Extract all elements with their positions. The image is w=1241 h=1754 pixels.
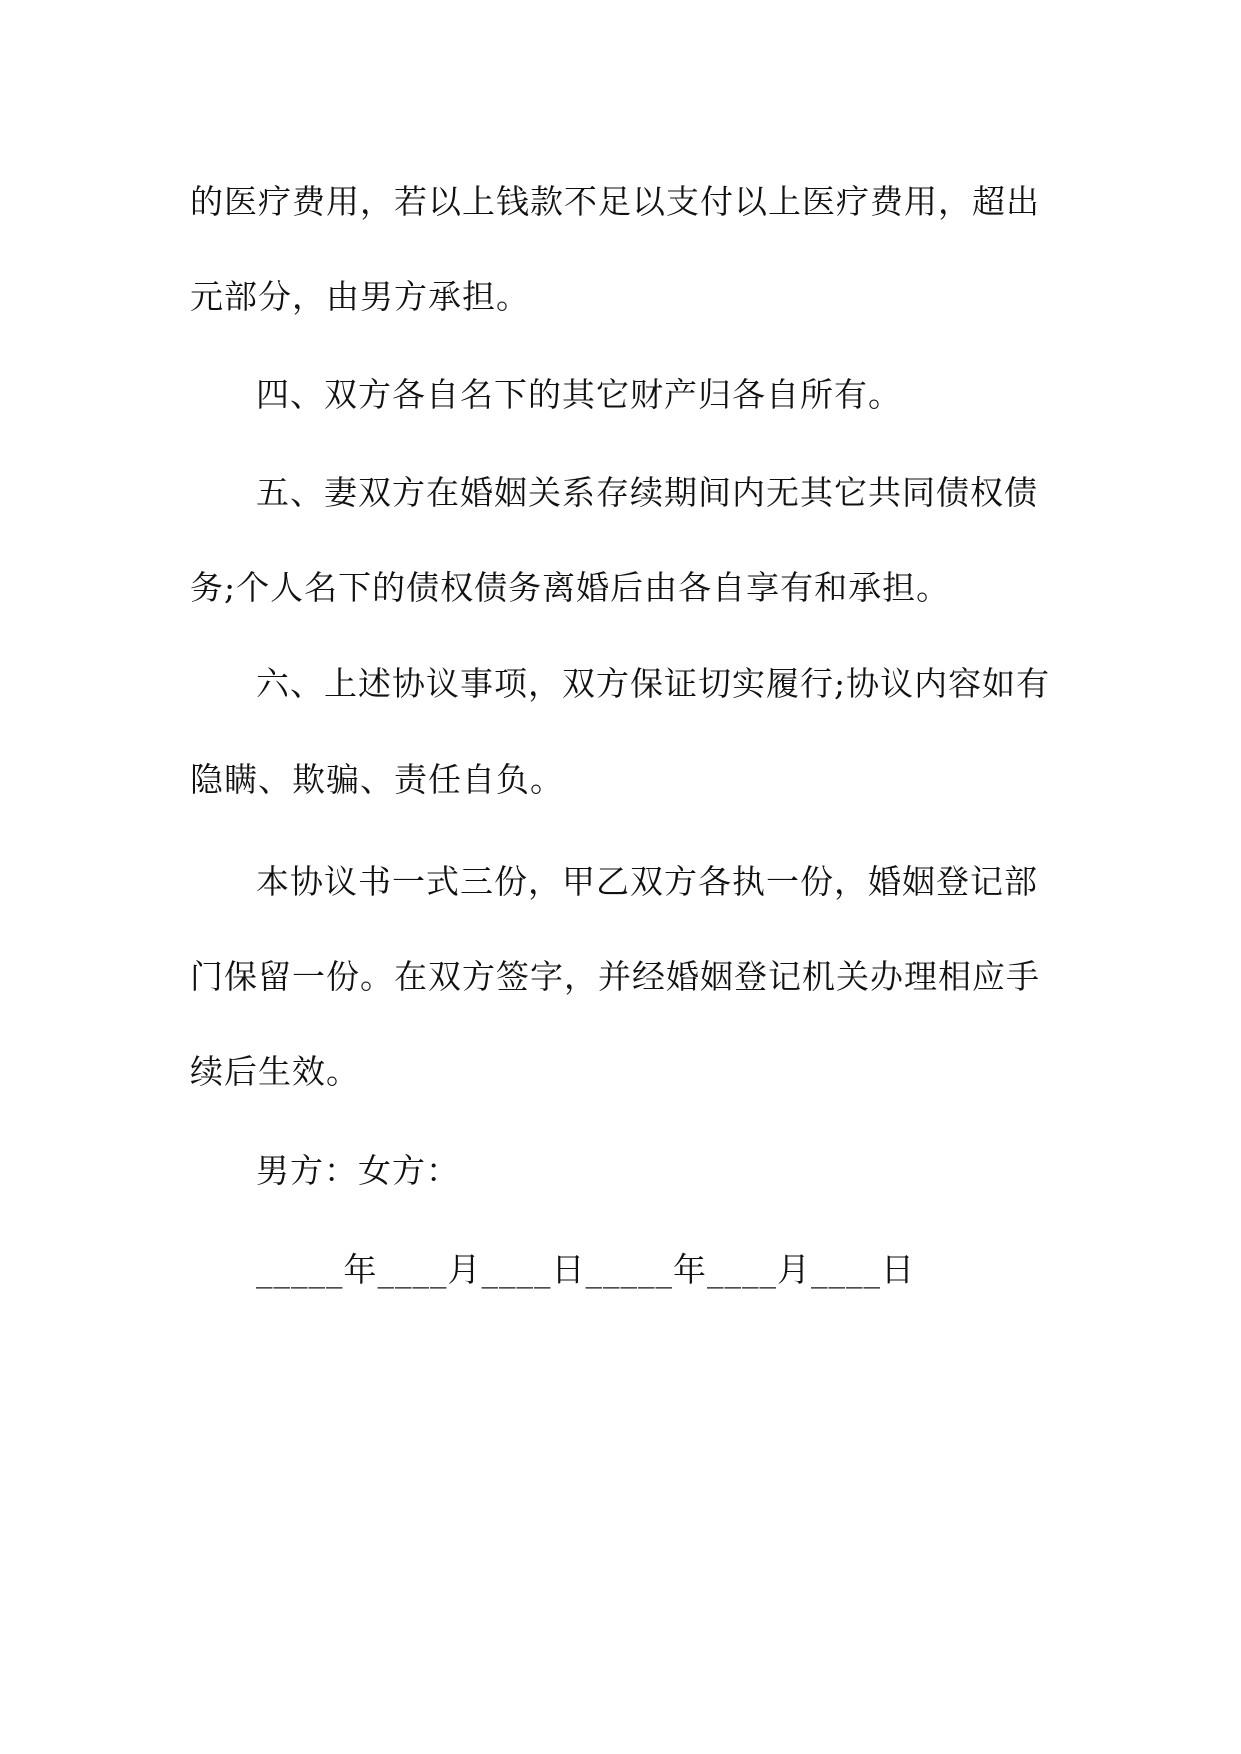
clause-four: 四、双方各自名下的其它财产归各自所有。	[256, 375, 902, 414]
signature-labels: 男方：女方：	[256, 1151, 460, 1190]
paragraph-line: 的医疗费用，若以上钱款不足以支付以上医疗费用，超出	[190, 182, 1040, 221]
paragraph-line: 隐瞒、欺骗、责任自负。	[190, 760, 564, 799]
paragraph-line: 续后生效。	[190, 1052, 360, 1091]
paragraph-line: 务;个人名下的债权债务离婚后由各自享有和承担。	[190, 568, 951, 607]
clause-five: 五、妻双方在婚姻关系存续期间内无其它共同债权债	[256, 473, 1038, 512]
closing-paragraph: 本协议书一式三份，甲乙双方各执一份，婚姻登记部	[256, 862, 1038, 901]
date-blanks: _____年____月____日_____年____月____日	[256, 1250, 915, 1289]
paragraph-line: 元部分，由男方承担。	[190, 277, 530, 316]
paragraph-line: 门保留一份。在双方签字，并经婚姻登记机关办理相应手	[190, 957, 1040, 996]
clause-six: 六、上述协议事项，双方保证切实履行;协议内容如有	[256, 664, 1051, 703]
